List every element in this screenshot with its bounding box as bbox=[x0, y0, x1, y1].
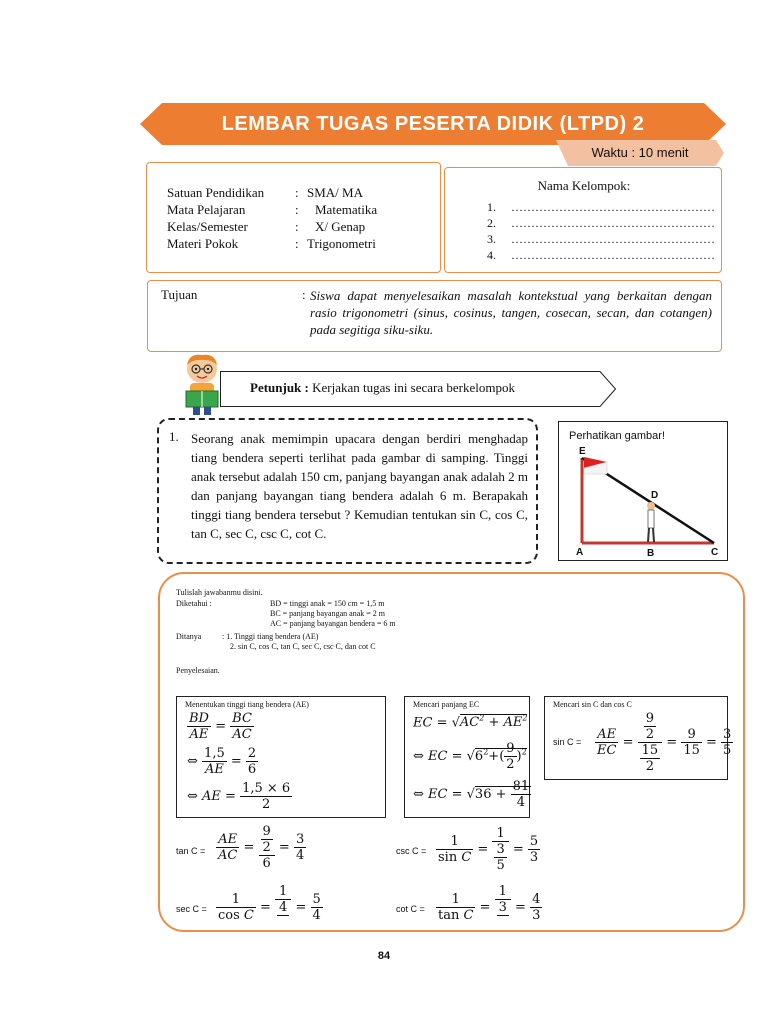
group-number: 4. bbox=[487, 248, 496, 262]
solution-label: Penyelesaian. bbox=[176, 666, 220, 675]
info-row bbox=[167, 185, 363, 201]
group-dotted-line: …………………………………………… bbox=[511, 200, 715, 214]
given-item: AC = panjang bayangan bendera = 6 m bbox=[270, 619, 396, 628]
info-value: SMA/ MA bbox=[307, 185, 363, 200]
subbox-title: Menentukan tinggi tiang bendera (AE) bbox=[185, 700, 309, 709]
answer-area[interactable] bbox=[158, 572, 745, 932]
cot-label: cot C = bbox=[396, 904, 425, 914]
objective-colon: : bbox=[302, 287, 306, 302]
equation: EC = $√AC^2 + AE^2$ bbox=[413, 714, 528, 731]
point-label: D bbox=[651, 490, 659, 501]
time-label: Waktu : 10 menit bbox=[591, 145, 689, 160]
asked-item: : 1. Tinggi tiang bendera (AE) bbox=[222, 632, 319, 641]
group-name-line[interactable] bbox=[487, 200, 715, 215]
equation: $\frac{AE}{AC}$ = $\frac{\frac{9}{2}}{6}$ = $\frac{3}{4}$ bbox=[218, 824, 305, 871]
point-label: C bbox=[711, 547, 719, 558]
sin-cos-box bbox=[544, 696, 732, 780]
info-separator: : bbox=[295, 219, 299, 234]
info-value: Trigonometri bbox=[307, 236, 376, 251]
problem-number: 1. bbox=[169, 429, 179, 444]
info-separator: : bbox=[295, 236, 299, 251]
tan-label: tan C = bbox=[176, 846, 206, 856]
figure-title: Perhatikan gambar! bbox=[569, 430, 665, 442]
given-item: BC = panjang bayangan anak = 2 m bbox=[270, 609, 385, 618]
given-label: Diketahui : bbox=[176, 599, 212, 608]
sec-label: sec C = bbox=[176, 904, 207, 914]
info-value: Matematika bbox=[315, 202, 378, 217]
given-item: BD = tinggi anak = 150 cm = 1,5 m bbox=[270, 599, 385, 608]
equation: ⇔ AE = $\frac{1,5 \times 6}{2}$ bbox=[187, 781, 291, 812]
info-separator: : bbox=[295, 202, 299, 217]
info-row bbox=[167, 219, 365, 235]
instruction-body: Kerjakan tugas ini secara berkelompok bbox=[308, 380, 515, 395]
group-name-line[interactable] bbox=[487, 248, 715, 263]
student-reading-illustration bbox=[177, 353, 227, 415]
info-label: Satuan Pendidikan bbox=[167, 185, 265, 200]
info-label: Materi Pokok bbox=[167, 236, 239, 251]
equation: $\frac{BD}{AE}$ = $\frac{BC}{AC}$ bbox=[189, 711, 252, 742]
sin-label: sin C = bbox=[553, 737, 582, 747]
group-number: 3. bbox=[487, 232, 496, 246]
equation: $\frac{AE}{EC}$ = $\frac{\frac{9}{2}}{\frac{15}{2}}$ = $\frac{9}{15}$ = $\frac{3}{5}$ bbox=[597, 711, 732, 774]
group-number: 1. bbox=[487, 200, 496, 214]
group-dotted-line: …………………………………………… bbox=[511, 216, 715, 230]
group-name-line[interactable] bbox=[487, 232, 715, 247]
group-names-box bbox=[444, 167, 722, 273]
info-row bbox=[167, 202, 377, 218]
info-label: Kelas/Semester bbox=[167, 219, 248, 234]
time-badge bbox=[556, 140, 724, 166]
subbox-title: Mencari panjang EC bbox=[413, 700, 480, 709]
instruction-banner bbox=[220, 371, 616, 407]
asked-item: 2. sin C, cos C, tan C, sec C, csc C, dan cot C bbox=[230, 642, 376, 651]
info-value: X/ Genap bbox=[315, 219, 366, 234]
page-title: LEMBAR TUGAS PESERTA DIDIK (LTPD) 2 bbox=[221, 113, 645, 135]
problem-box bbox=[157, 418, 538, 564]
instruction-text bbox=[250, 380, 515, 396]
objective-text: Siswa dapat menyelesaikan masalah kontekstual yang berkaitan dengan rasio trigonometri (sinus, cosinus, tangen, cosecan, secan, dan cotangen) pada segitiga siku-siku. bbox=[310, 288, 712, 337]
instruction-label: Petunjuk : bbox=[250, 380, 309, 395]
group-dotted-line: …………………………………………… bbox=[511, 248, 715, 262]
point-label: A bbox=[576, 547, 584, 558]
group-number: 2. bbox=[487, 216, 496, 230]
objective-label: Tujuan bbox=[161, 287, 198, 302]
equation: ⇔ $\frac{1,5}{AE}$ = $\frac{2}{6}$ bbox=[187, 746, 257, 777]
flagpole-figure bbox=[558, 421, 728, 561]
page-number: 84 bbox=[377, 950, 391, 962]
problem-text: Seorang anak memimpin upacara dengan berdiri menghadap tiang bendera seperti terlihat pada gambar di samping. Tinggi anak tersebut adalah 150 cm, panjang bayangan anak adalah 2 m dan panjang bayangan tiang bendera adalah 6 m. Berapakah tinggi tiang bendera tersebut ? Kemudian tentukan sin C, cos C, tan C, sec C, csc C, cot C. bbox=[191, 431, 528, 541]
point-label: B bbox=[647, 548, 655, 559]
csc-label: csc C = bbox=[396, 846, 427, 856]
equation: ⇔ EC = $√6^2+$( $\frac{9}{2}$ )$^2$ bbox=[413, 741, 527, 772]
info-label: Mata Pelajaran bbox=[167, 202, 246, 217]
info-row bbox=[167, 236, 376, 252]
point-label: E bbox=[579, 446, 586, 457]
objective-box bbox=[147, 280, 722, 352]
group-names-title: Nama Kelompok: bbox=[537, 178, 631, 193]
answer-intro: Tulislah jawabanmu disini. bbox=[176, 588, 263, 597]
equation: $\frac{1}{\text{tan C}}$ = $\frac{1}{3}$ = $\frac{4}{3}$ bbox=[438, 884, 541, 923]
info-separator: : bbox=[295, 185, 299, 200]
flagpole-height-box bbox=[176, 696, 386, 818]
title-banner bbox=[140, 103, 726, 145]
equation: ⇔ EC = √36 + $\frac{81}{4}$ bbox=[413, 779, 530, 810]
identity-box bbox=[146, 162, 441, 273]
equation: $\frac{1}{\text{cos C}}$ = $\frac{1}{4}$ = $\frac{5}{4}$ bbox=[218, 884, 321, 923]
equation: $\frac{1}{\text{sin C}}$ = $\frac{1}{\frac{3}{5}}$ = $\frac{5}{3}$ bbox=[438, 826, 539, 873]
asked-label: Ditanya bbox=[176, 632, 202, 641]
subbox-title: Mencari sin C dan cos C bbox=[553, 700, 632, 709]
group-name-line[interactable] bbox=[487, 216, 715, 231]
ec-length-box bbox=[404, 696, 530, 818]
group-dotted-line: …………………………………………… bbox=[511, 232, 715, 246]
